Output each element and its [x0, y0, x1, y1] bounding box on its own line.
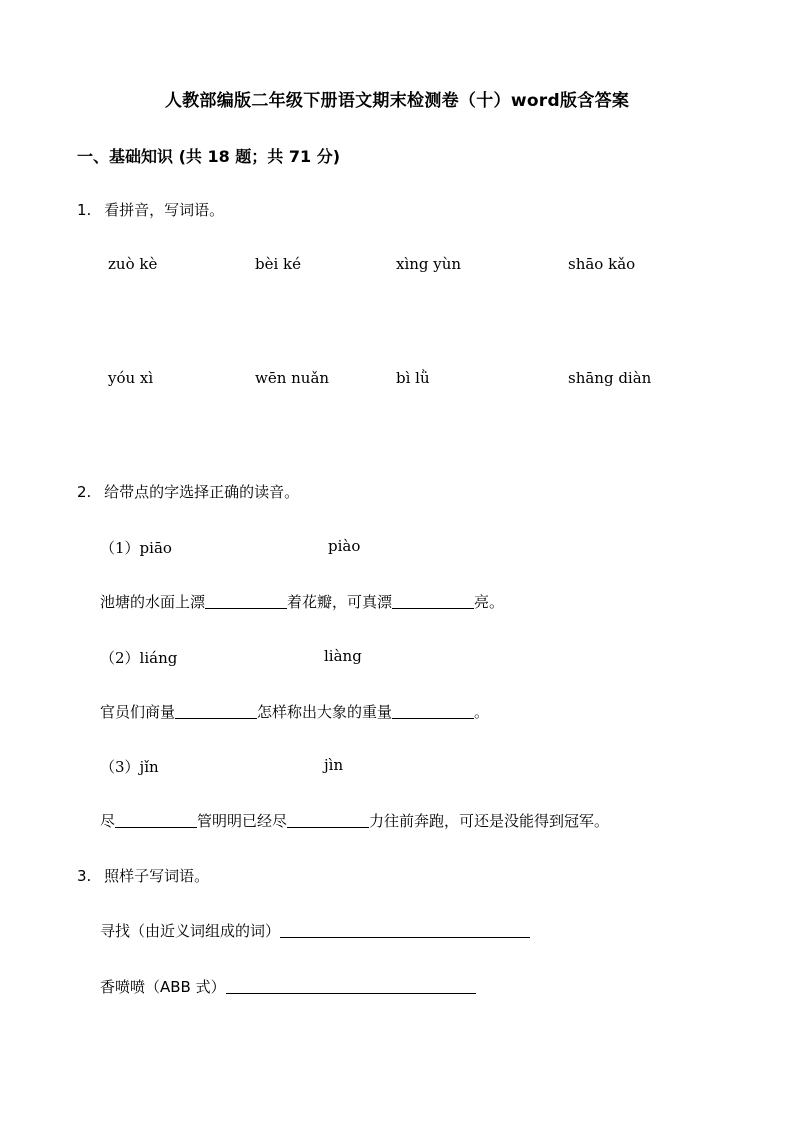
pinyin-item: xìng yùn	[396, 255, 462, 273]
question-2	[77, 481, 299, 502]
pinyin-item: bì lǜ	[396, 369, 430, 387]
section-heading: 一、基础知识 (共 18 题；共 71 分)	[77, 147, 341, 166]
question-number: 2.	[77, 483, 92, 501]
pinyin-item: wēn nuǎn	[255, 369, 330, 387]
answer-blank[interactable]	[392, 593, 474, 609]
reading-option-alt: piào	[328, 537, 361, 555]
answer-blank[interactable]	[287, 812, 369, 828]
sentence-part: 亮。	[474, 593, 505, 611]
sentence-part: 。	[474, 703, 490, 721]
sentence-part: 官员们商量	[100, 703, 176, 721]
question-1	[77, 199, 224, 220]
fill-sentence	[100, 810, 609, 831]
answer-blank[interactable]	[280, 922, 530, 938]
answer-blank[interactable]	[226, 978, 476, 994]
answer-blank[interactable]	[392, 703, 474, 719]
reading-option-label: （3）jǐn	[100, 758, 159, 776]
reading-option-alt: jìn	[324, 756, 344, 774]
reading-option-label: （1）piāo	[100, 539, 172, 557]
word-line	[100, 920, 530, 941]
answer-blank[interactable]	[115, 812, 197, 828]
fill-sentence	[100, 591, 504, 612]
question-text: 看拼音，写词语。	[104, 201, 225, 219]
sentence-part: 着花瓣，可真漂	[287, 593, 393, 611]
pinyin-item: zuò kè	[108, 255, 158, 273]
answer-blank[interactable]	[205, 593, 287, 609]
word-line	[100, 976, 476, 997]
reading-option-alt: liàng	[324, 647, 362, 665]
question-3	[77, 865, 209, 886]
question-number: 3.	[77, 867, 92, 885]
pinyin-item: shāng diàn	[568, 369, 652, 387]
word-prompt: 寻找（由近义词组成的词）	[100, 922, 281, 940]
sentence-part: 管明明已经尽	[197, 812, 288, 830]
sentence-part: 池塘的水面上漂	[100, 593, 206, 611]
question-number: 1.	[77, 201, 92, 219]
sentence-part: 怎样称出大象的重量	[257, 703, 393, 721]
fill-sentence	[100, 701, 489, 722]
pinyin-item: yóu xì	[108, 369, 154, 387]
pinyin-item: bèi ké	[255, 255, 302, 273]
sentence-part: 尽	[100, 812, 116, 830]
sentence-part: 力往前奔跑，可还是没能得到冠军。	[369, 812, 610, 830]
question-text: 照样子写词语。	[104, 867, 210, 885]
page-title: 人教部编版二年级下册语文期末检测卷（十）word版含答案	[164, 91, 630, 111]
reading-option-label: （2）liáng	[100, 649, 178, 667]
pinyin-item: shāo kǎo	[568, 255, 636, 273]
answer-blank[interactable]	[175, 703, 257, 719]
word-prompt: 香喷喷（ABB 式）	[100, 978, 226, 996]
question-text: 给带点的字选择正确的读音。	[104, 483, 300, 501]
